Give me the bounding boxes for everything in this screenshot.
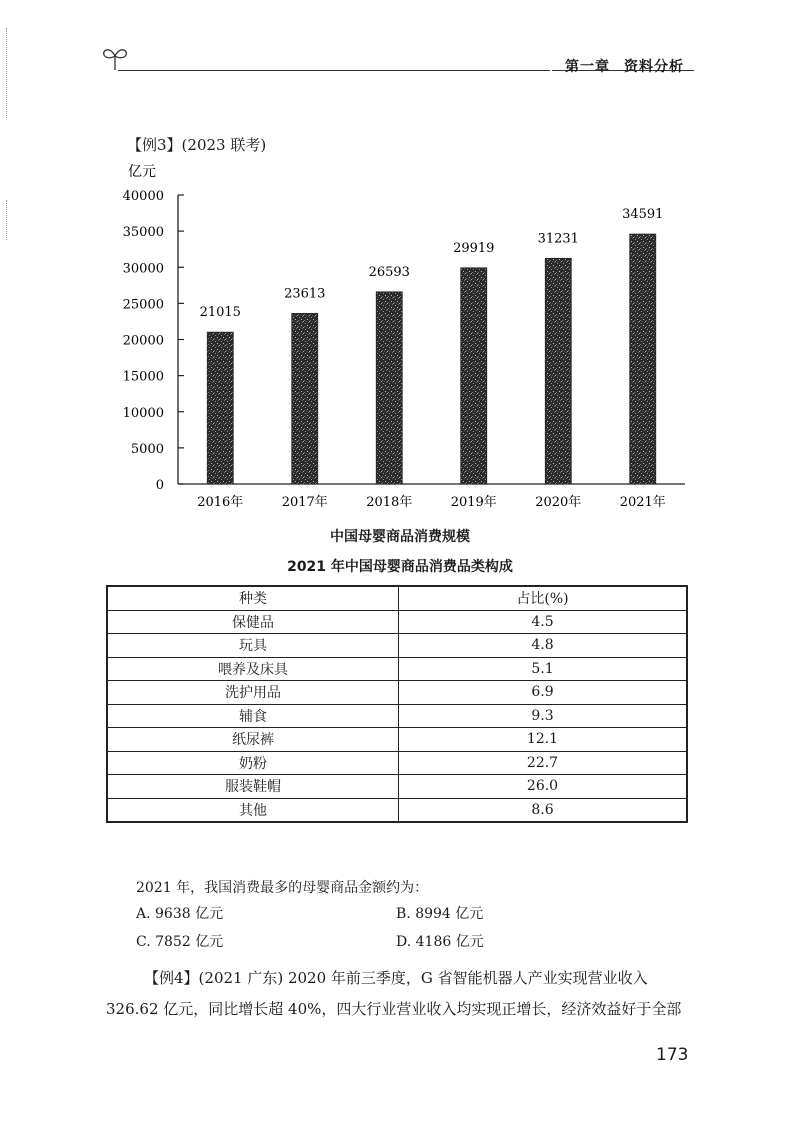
data-label: 23613: [284, 286, 326, 302]
share-cell: 9.3: [399, 704, 688, 728]
share-cell: 4.5: [399, 610, 688, 634]
option-a: A. 9638 亿元: [136, 906, 224, 922]
y-tick-label: 0: [155, 478, 164, 493]
bar: [207, 332, 233, 484]
data-label: 34591: [622, 207, 664, 223]
example-3-title: 【例3】(2023 联考): [127, 136, 267, 154]
y-axis-label: 亿元: [128, 164, 156, 180]
share-cell: 6.9: [399, 681, 688, 705]
x-tick-label: 2021年: [619, 495, 666, 510]
x-tick-label: 2017年: [281, 495, 328, 510]
y-tick-label: 25000: [122, 297, 164, 313]
option-d: D. 4186 亿元: [396, 934, 484, 950]
category-cell: 奶粉: [107, 751, 399, 775]
table-row: [107, 704, 687, 728]
x-tick-label: 2016年: [197, 495, 244, 510]
data-label: 21015: [199, 305, 241, 321]
category-cell: 服装鞋帽: [107, 775, 399, 799]
data-label: 31231: [537, 231, 579, 247]
share-cell: 12.1: [399, 728, 688, 752]
option-c: C. 7852 亿元: [136, 934, 224, 950]
table-row: [107, 634, 687, 658]
example-4-line-1: 【例4】(2021 广东) 2020 年前三季度，G 省智能机器人产业实现营业收入: [144, 969, 648, 987]
category-cell: 保健品: [107, 610, 399, 634]
category-table: [106, 585, 688, 823]
category-cell: 纸尿裤: [107, 728, 399, 752]
table-row: [107, 775, 687, 799]
chapter-label: 第一章: [565, 59, 610, 75]
bar: [630, 234, 656, 484]
y-tick-label: 15000: [122, 369, 164, 385]
category-cell: 其他: [107, 798, 399, 822]
table-row: [107, 681, 687, 705]
y-tick-label: 30000: [122, 261, 164, 277]
table-header-row: [107, 586, 687, 610]
sprout-icon: [100, 42, 130, 72]
table-row: [107, 798, 687, 822]
y-tick-label: 20000: [122, 333, 164, 349]
table-title: 2021 年中国母婴商品消费品类构成: [287, 559, 513, 575]
y-tick-label: 10000: [122, 405, 164, 421]
example-4-paragraph: [106, 963, 696, 1025]
header-category: 种类: [107, 586, 399, 610]
x-tick-label: 2020年: [535, 495, 582, 510]
header-share: 占比(%): [399, 586, 688, 610]
y-tick-label: 5000: [130, 441, 164, 457]
share-cell: 26.0: [399, 775, 688, 799]
question-stem: 2021 年，我国消费最多的母婴商品金额约为：: [136, 880, 429, 896]
page-number: 173: [656, 1045, 689, 1065]
bar: [292, 313, 318, 484]
margin-mark: [6, 200, 9, 240]
x-tick-label: 2019年: [450, 495, 497, 510]
table-row: [107, 728, 687, 752]
chart-title: 中国母婴商品消费规模: [330, 529, 470, 545]
share-cell: 22.7: [399, 751, 688, 775]
category-cell: 洗护用品: [107, 681, 399, 705]
data-label: 29919: [453, 240, 495, 256]
bar-chart: [100, 160, 700, 520]
category-cell: 辅食: [107, 704, 399, 728]
option-b: B. 8994 亿元: [396, 906, 484, 922]
x-tick-label: 2018年: [366, 495, 413, 510]
header-rule: [118, 70, 550, 71]
example-4-line-2: 326.62 亿元，同比增长超 40%，四大行业营业收入均实现正增长，经济效益好于全部: [106, 1000, 682, 1018]
margin-mark: [6, 28, 9, 118]
bar: [376, 292, 402, 484]
y-tick-label: 40000: [122, 189, 164, 204]
category-cell: 喂养及床具: [107, 657, 399, 681]
table-row: [107, 610, 687, 634]
bar: [545, 258, 571, 484]
share-cell: 4.8: [399, 634, 688, 658]
y-tick-label: 35000: [122, 225, 164, 241]
running-header: [565, 56, 684, 76]
bar: [461, 268, 487, 484]
section-label: 资料分析: [624, 59, 684, 75]
data-label: 26593: [368, 264, 410, 280]
table-row: [107, 751, 687, 775]
share-cell: 5.1: [399, 657, 688, 681]
table-row: [107, 657, 687, 681]
category-cell: 玩具: [107, 634, 399, 658]
share-cell: 8.6: [399, 798, 688, 822]
